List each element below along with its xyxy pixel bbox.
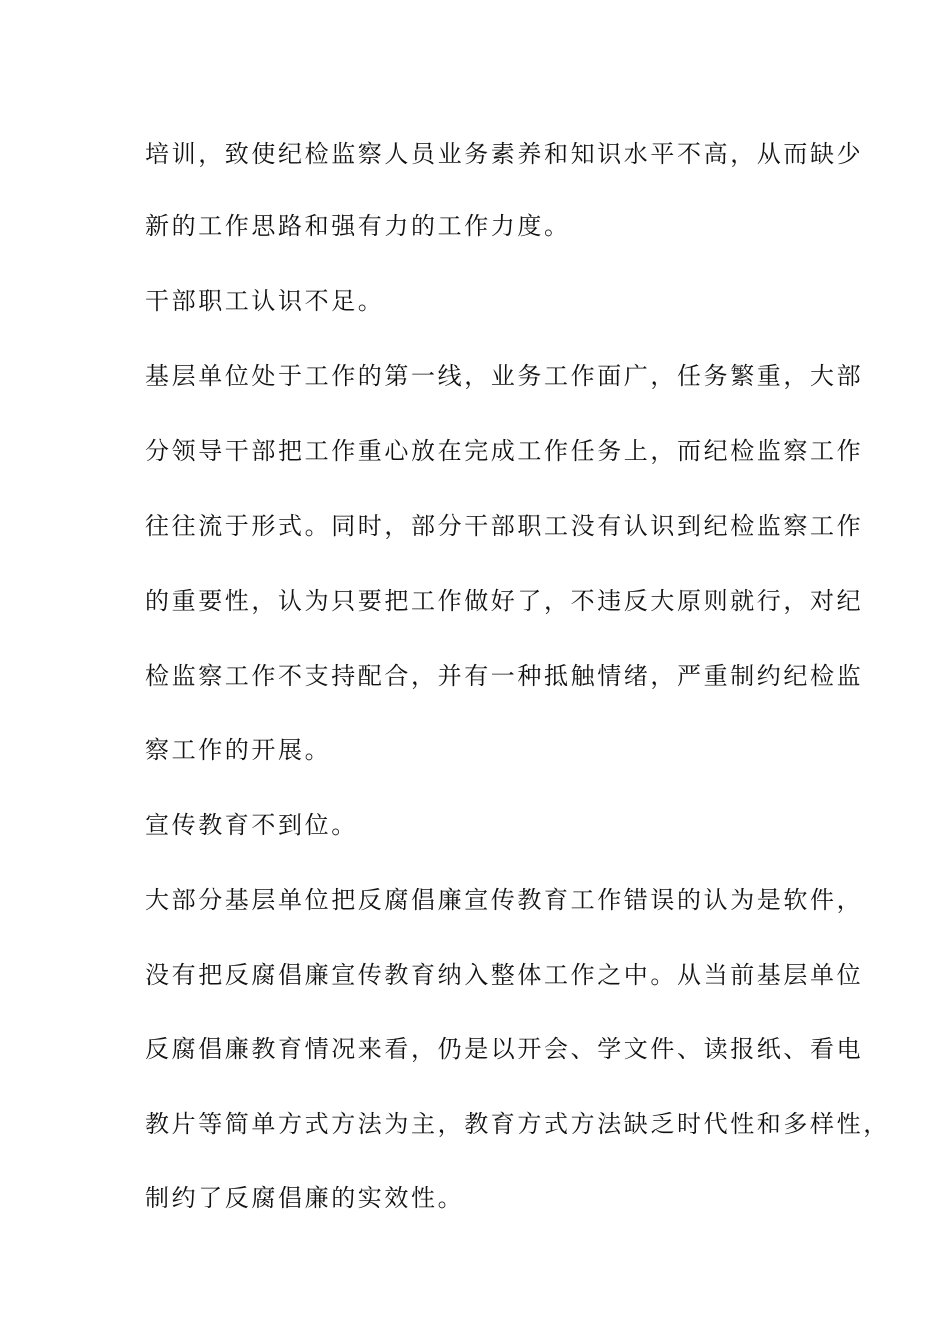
text-line: 新的工作思路和强有力的工作力度。 xyxy=(145,212,571,240)
text-line: 教片等简单方式方法为主，教育方式方法缺乏时代性和多样性， xyxy=(145,1110,890,1138)
text-line: 反腐倡廉教育情况来看，仍是以开会、学文件、读报纸、看电 xyxy=(145,1035,864,1063)
text-line: 基层单位处于工作的第一线，业务工作面广，任务繁重，大部 xyxy=(145,362,864,390)
text-line: 察工作的开展。 xyxy=(145,736,332,764)
text-line: 大部分基层单位把反腐倡廉宣传教育工作错误的认为是软件， xyxy=(145,886,864,914)
text-line: 分领导干部把工作重心放在完成工作任务上，而纪检监察工作 xyxy=(145,437,864,465)
text-line: 没有把反腐倡廉宣传教育纳入整体工作之中。从当前基层单位 xyxy=(145,961,864,989)
text-line: 制约了反腐倡廉的实效性。 xyxy=(145,1184,465,1212)
text-line: 往往流于形式。同时，部分干部职工没有认识到纪检监察工作 xyxy=(145,512,864,540)
section-heading: 干部职工认识不足。 xyxy=(145,287,385,315)
text-line: 培训，致使纪检监察人员业务素养和知识水平不高，从而缺少 xyxy=(145,140,864,168)
text-line: 检监察工作不支持配合，并有一种抵触情绪，严重制约纪检监 xyxy=(145,662,864,690)
text-line: 的重要性，认为只要把工作做好了，不违反大原则就行，对纪 xyxy=(145,587,864,615)
section-heading: 宣传教育不到位。 xyxy=(145,811,358,839)
